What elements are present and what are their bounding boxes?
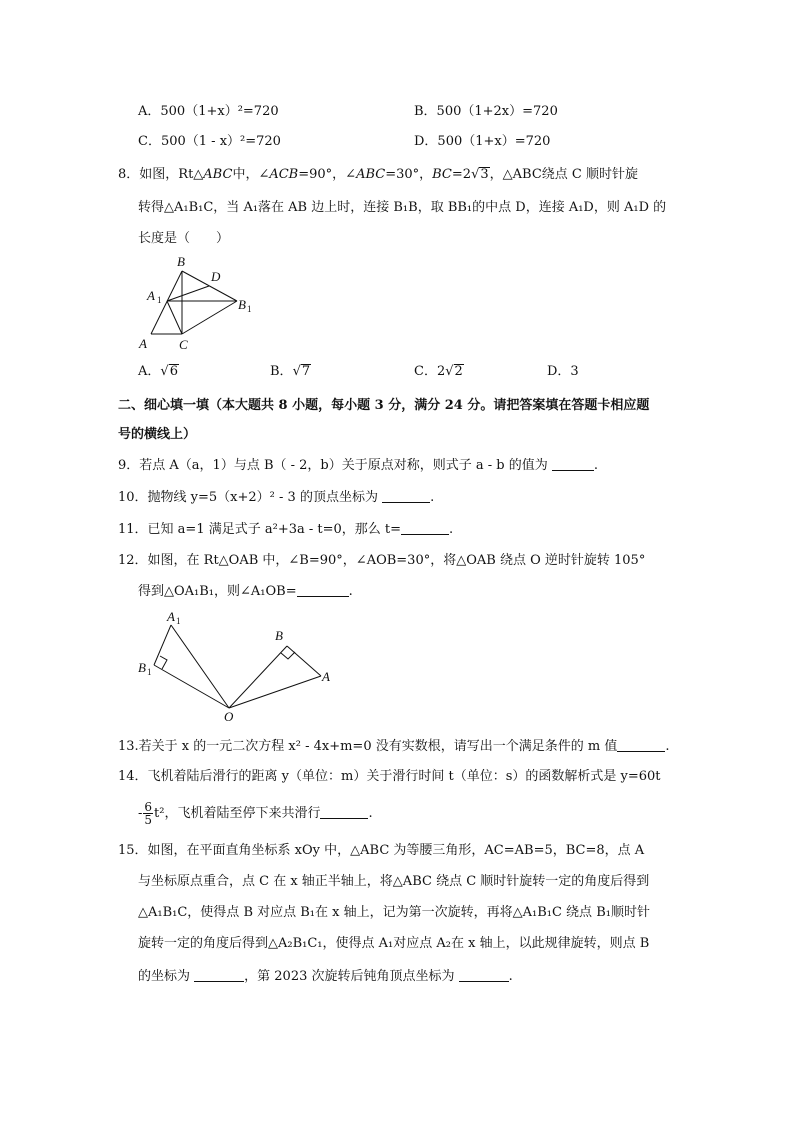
q11: 11．已知 a=1 满足式子 a²+3a - t=0，那么 t= . — [118, 522, 454, 537]
label-b1: B — [138, 660, 146, 675]
q10: 10．抛物线 y=5（x+2）² - 3 的顶点坐标为 . — [118, 490, 435, 505]
section2-heading-line1: 二、细心填一填（本大题共 8 小题，每小题 3 分，满分 24 分。请把答案填在答题卡相应题 — [118, 398, 650, 413]
q14-line1: 14．飞机着陆后滑行的距离 y（单位：m）关于滑行时间 t（单位：s）的函数解析式是 y=60t — [118, 769, 661, 784]
q12-line2: 得到△OA₁B₁，则∠A₁OB= . — [138, 584, 353, 599]
q8-option-d: D．3 — [547, 364, 579, 379]
label-d: D — [211, 269, 221, 284]
line-ba — [287, 646, 321, 676]
q8-option-a: A．√6 — [138, 364, 178, 379]
label-a: A — [139, 336, 147, 351]
q11-answer-blank — [401, 520, 449, 535]
svg-text:1: 1 — [157, 295, 162, 305]
q14-line2: - $\frac{6}{5}$ t²，飞机着陆至停下来共滑行 . — [138, 800, 373, 827]
q7-option-c: C．500（1 - x）²=720 — [138, 134, 281, 149]
sqrt-3: √3 — [471, 167, 489, 182]
q15-line1: 15．如图，在平面直角坐标系 xOy 中，△ABC 为等腰三角形，AC=AB=5，BC=8，点 A — [118, 843, 645, 858]
label-b1: B — [238, 297, 246, 312]
line-oa1 — [171, 625, 229, 708]
q9-answer-blank — [552, 456, 594, 471]
q10-answer-blank — [382, 488, 430, 503]
line-a1c — [167, 301, 182, 334]
label-a1: A — [147, 288, 155, 303]
q8-figure — [135, 254, 265, 354]
q8-option-c: C．2√2 — [414, 364, 463, 379]
q12-line1: 12．如图，在 Rt△OAB 中，∠B=90°，∠AOB=30°，将△OAB 绕点 O 逆时针旋转 105° — [118, 553, 646, 568]
label-b: B — [275, 628, 283, 643]
label-c: C — [179, 337, 188, 352]
q7-option-d: D．500（1+x）=720 — [414, 134, 551, 149]
q14-answer-blank — [320, 804, 368, 819]
svg-text:1: 1 — [176, 616, 181, 626]
q15-answer-blank-1 — [194, 967, 244, 982]
right-angle-b1 — [160, 656, 167, 669]
line-oa — [229, 676, 321, 708]
q15-line5: 的坐标为 ，第 2023 次旋转后钝角顶点坐标为 . — [138, 969, 513, 984]
q12-answer-blank — [297, 582, 349, 597]
q15-line4: 旋转一定的角度后得到△A₂B₁C₁，使得点 A₁对应点 A₂在 x 轴上，以此规律旋转，则点 B — [138, 936, 650, 951]
q8-line2: 转得△A₁B₁C，当 A₁落在 AB 边上时，连接 B₁B，取 BB₁的中点 D，连接 A₁D，则 A₁D 的 — [138, 200, 667, 215]
line-ob — [229, 646, 287, 708]
q8-option-b: B．√7 — [270, 364, 311, 379]
q15-line2: 与坐标原点重合，点 C 在 x 轴正半轴上，将△ABC 绕点 C 顺时针旋转一定的角度后得到 — [138, 874, 650, 889]
line-cb1 — [182, 301, 237, 334]
q7-option-b: B．500（1+2x）=720 — [414, 104, 558, 119]
q9: 9．若点 A（a，1）与点 B（ - 2，b）关于原点对称，则式子 a - b 的值为 . — [118, 458, 599, 473]
q13: 13.若关于 x 的一元二次方程 x² - 4x+m=0 没有实数根，请写出一个满足条件的 m 值 . — [118, 739, 670, 754]
fraction-6-5: $\frac{6}{5}$ — [144, 800, 153, 827]
svg-text:1: 1 — [147, 667, 152, 677]
q8-line1: 8．如图，Rt△ABC中，∠ACB=90°，∠ABC=30°，BC=2√3，△ABC绕点 C 顺时针旋 — [118, 167, 638, 182]
q7-option-a: A．500（1+x）²=720 — [138, 104, 279, 119]
q8-line3: 长度是（ ） — [138, 231, 230, 246]
q15-line3: △A₁B₁C，使得点 B 对应点 B₁在 x 轴上，记为第一次旋转，再将△A₁B₁C 绕点 B₁顺时针 — [138, 905, 650, 920]
label-a: A — [322, 669, 330, 684]
svg-text:1: 1 — [247, 304, 252, 314]
label-a1: A — [167, 609, 175, 624]
q13-answer-blank — [617, 737, 665, 752]
line-a1b1 — [154, 625, 171, 665]
right-angle-b — [281, 652, 295, 659]
label-o: O — [224, 709, 234, 723]
section2-heading-line2: 号的横线上） — [118, 427, 197, 442]
line-bb1 — [182, 271, 237, 301]
q15-answer-blank-2 — [459, 967, 509, 982]
label-b: B — [177, 254, 185, 269]
line-ob1 — [154, 665, 229, 708]
q12-figure — [134, 608, 344, 723]
